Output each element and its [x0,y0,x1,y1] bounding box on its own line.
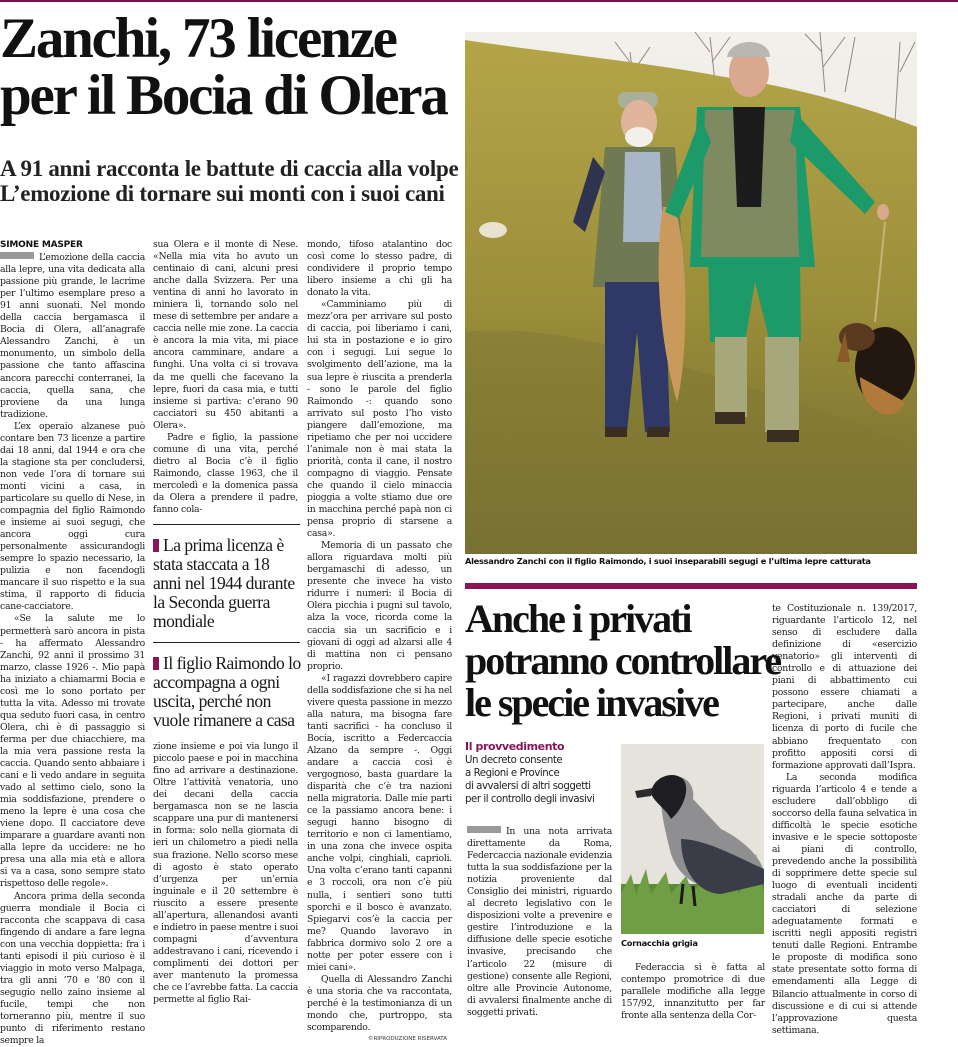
pull-quote-text: La prima licenza è stata staccata a 18 anni nel 1944 durante la Seconda guerra mondiale [153,535,295,632]
section-divider-bar [465,583,917,589]
top-border [0,0,958,2]
subhead-line: A 91 anni racconta le battute di caccia alla volpe [0,156,459,181]
paragraph: «Camminiamo più di mezz’ora per arrivare sul posto di caccia, poi liberiamo i cani, lui sta in postazione e io giro con i segugi. Lui segue lo svolgimento dell’azione, ma la sua lepre è riuscita a prenderla - sono le parole del figlio Raimondo -: quando sono arrivato sul posto l’ho visto piangere dall’emozione, ma ripetiamo che per noi uccidere l’animale non è mai stata la priorità, conta il cane, il nostro compagno di viaggio. Pensate che quando il cielo minaccia pioggia a volte stiamo due ore in macchina perché papà non ci pensa proprio di starsene a casa». [307,299,452,540]
headline-line: Zanchi, 73 licenze [0,7,396,70]
kicker-line: a Regioni e Province [465,768,560,779]
headline-line: Anche i privati [465,596,691,641]
pull-quote [153,654,301,730]
kicker-line: di avvalersi di altri soggetti [465,781,591,792]
article2-column-3 [772,603,917,1037]
headline-line: per il Bocia di Olera [0,64,447,127]
crow-photo [621,744,764,934]
article2-column-1 [467,826,612,1019]
paragraph: «I ragazzi dovrebbero capire della soddisfazione che si ha nel vivere questa passione in mezzo alla natura, ma bisogna fare tanti sacrifici - ha concluso il Bocia, iscritto a Federcaccia Alzano da sempre -. Oggi andare a caccia così è vergognoso, basta guardare la disparità che c’è tra nazioni nella migratoria. Dalle mie parti ce la passiamo ancora bene: i segugi hanno bisogno di territorio e non ci lamentiamo, in una zona che invece ospita anche volpi, cinghiali, caprioli. Una volta c’erano tanti capanni e 3 roccoli, ora non c’è più nulla, i sentieri sono tutti sporchi e il bosco è avanzato. Spiegarvi cos’è la caccia per me? Quando lavoravo in fabbrica dormivo solo 2 ore a notte per poter essere con i miei cani». [307,672,452,973]
subhead-line: L’emozione di tornare sui monti con i suoi cani [0,181,445,206]
paragraph: Padre e figlio, la passione comune di una vita, perché dietro al Bocia c’è il figlio Raimondo, classe 1963, che il mercoledì e la domenica passa da Olera a prendere il padre, fanno cola- [153,431,298,516]
paragraph: zione insieme e poi via lungo il piccolo paese e poi in macchina fino ad arrivare a destinazione. Oltre l’attività venatoria, uno dei decani della caccia bergamasca non se ne lascia scappare una pur di mantenersi in forma: solo nella giornata di ieri un chilometro a piedi nella sua frazione. Nello scorso mese di agosto è stato operato d’urgenza per un’ernia inguinale e il 20 settembre è riuscito a essere presente all’apertura, allenandosi avanti e indietro in paese mentre i suoi compagni d’avventura addestravano i cani, ricevendo i complimenti dei dottori per aver mantenuto la promessa che ce l’avrebbe fatta. La caccia permette al figlio Rai- [153,741,298,1006]
paragraph [0,252,145,421]
headline-line: potranno controllare [465,638,781,683]
photo-caption: Alessandro Zanchi con il figlio Raimondo, i suoi inseparabili segugi e l’ultima lepre catturata [465,556,871,566]
article-column-3 [307,239,452,1034]
kicker-line: Un decreto consente [465,755,563,766]
article-column-2 [153,239,298,516]
paragraph: sua Olera e il monte di Nese. «Nella mia vita ho avuto un centinaio di cani, alcuni presi anche dalla Svizzera. Per una ventina di anni ho lavorato in miniera lì, tornando solo nel mese di settembre per andare a caccia nelle mie zone. La caccia è ancora la mia vita, mi piace ancora camminare, andare a funghi. Una volta ci si trovava da me quelli che facevano la lepre, fuori da casa mia, e tutti insieme si partiva: c’erano 90 cacciatori su 450 abitanti a Olera». [153,239,298,431]
kicker-label: Il provvedimento [465,740,565,753]
crow-illustration [621,744,764,934]
kicker-box [465,740,615,806]
article-headline [0,7,462,127]
paragraph: te Costituzionale n. 139/2017, riguardante l’articolo 12, nel senso di escludere dalla definizione di «esercizio venatorio» gli interventi di controllo e di attuazione dei piani di abbattimento cui possono essere chiamati a partecipare, anche dalle Regioni, i privati muniti di licenza di porto di fucile che abbiano frequentato con profitto appositi corsi di formazione approvati dall’Ispra. [772,603,917,771]
article-column-2b [153,741,298,1006]
headline-line: le specie invasive [465,680,718,725]
article-column-3-stack [307,239,455,1043]
photo-illustration [465,32,917,554]
quote-marker [153,539,159,552]
copyright-notice: ©RIPRODUZIONE RISERVATA [367,1036,447,1043]
paragraph: Quella di Alessandro Zanchi è una storia che va raccontata, perché è la testimonianza di un mondo che, purtroppo, sta scomparendo. [307,973,452,1034]
paragraph: L’ex operaio alzanese può contare ben 73 licenze a partire dai 18 anni, dal 1944 e ora che la stagione sta per concludersi, non vede l’ora di tornare sui monti vicini a casa, in particolare su quello di Nese, in compagnia del figlio Raimondo e insieme ai suoi segugi, che ancora oggi cura personalmente assicurandogli sempre lo spazio necessario, la pulizia e non facendogli mancare il suo rispetto e la sua stima, il rapporto di fiducia cane-cacciatore. [0,420,145,613]
byline: SIMONE MASPER [0,240,83,250]
article-subheadline [0,156,462,206]
paragraph [467,826,612,1019]
lead-bar [0,252,34,259]
hunters-photo [465,32,917,554]
paragraph-text: L’emozione della caccia alla lepre, una vita dedicata alla passione più grande, le lacrime per l’ultimo esemplare preso a 91 anni suonati. Nel mondo della caccia bergamasca il Bocia di Olera, all’anagrafe Alessandro Zanchi, è un monumento, un simbolo della passione che tanto affascina ancora parecchi conterranei, la caccia, quella sana, che proviene da una lunga tradizione. [0,252,145,420]
quote-marker [153,657,159,670]
paragraph-text: In una nota arrivata direttamente da Roma, Federcaccia nazionale evidenzia tutta la sua soddisfazione per la notizia proveniente dal Consiglio dei ministri, riguardo al decreto legislativo con le disposizioni volte a prevenire e gestire l’introduzione e la diffusione delle specie esotiche invasive, precisando che l’articolo 22 (misure di gestione) consente alle Regioni, oltre alle Provincie Autonome, di avvalersi finalmente anche di soggetti privati. [467,826,612,1018]
article2-headline [465,596,781,725]
paragraph: mondo, tifoso atalantino doc così come lo stesso padre, di condividere il proprio tempo libero insieme a chi gli ha donato la vita. [307,239,452,299]
article-column-2-stack [153,239,301,1029]
pull-quote-text: Il figlio Raimondo lo accompagna a ogni uscita, perché non vuole rimanere a casa [153,653,301,731]
article-column-1 [0,239,145,1047]
kicker-line: per il controllo degli invasivi [465,794,595,805]
lead-bar [467,826,501,833]
crow-caption: Cornacchia grigia [621,938,698,948]
article2-column-2 [621,962,765,1022]
paragraph: Ancora prima della seconda guerra mondiale il Bocia ci racconta che scappava di casa fingendo di andare a fare legna con una vecchia doppietta: fra i tanti episodi il più curioso è il viaggio in moto verso Malpaga, tra gli anni ’70 e ’80 con il segugio nello zaino insieme al fucile, tempi che non torneranno più, mentre il suo punto di riferimento restano sempre la [0,890,145,1047]
paragraph: Memoria di un passato che allora riguardava molti più bergamaschi di adesso, un presente che invece ha visto ridurre i numeri: il Bocia di Olera picchia i pugni sul tavolo, alza la voce, ricorda come la caccia sia un sacrificio e i giovani di oggi ad alzarsi alle 4 di mattina non ci pensano proprio. [307,540,452,672]
pull-quote [153,536,301,631]
paragraph: Federaccia si è fatta al contempo promotrice di due parallele modifiche alla legge 157/92, innanzitutto per far fronte alla sentenza della Cor- [621,962,765,1022]
paragraph: «Se la salute me lo permetterà sarò ancora in pista - ha affermato Alessandro Zanchi, 92 anni il prossimo 31 marzo, classe 1926 -. Mio papà ha iniziato a chiamarmi Bocia e così me lo sono portato per tutta la vita. Adesso mi trovate qua seduto fuori casa, in centro Olera, chi è di passaggio si ferma per due chiacchiere, ma la mia vera passione resta la caccia. Quando sento abbaiare i cani e li vedo andare in seguita vado al settimo cielo, sono la mia soddisfazione, prendere o meno la lepre è una cosa che viene dopo. Il cacciatore deve imparare a guardare avanti non alla lepre da uccidere: ne ho presa una alla mia età e allora si va a casa, sono sempre stato rispettoso delle regole». [0,613,145,890]
paragraph: La seconda modifica riguarda l’articolo 4 e tende a escludere dall’obbligo di soccorso della fauna selvatica in difficoltà le specie esotiche invasive e le specie sottoposte ai piani di controllo, prevedendo anche la possibilità di sopprimere dette specie sul luogo di eventuali incidenti stradali anche da parte di cacciatori di selezione adeguatamente formati e iscritti negli appositi registri tenuti dalle Regioni. Entrambe le proposte di modifica sono state presentate sotto forma di emendamenti alla Legge di Bilancio attualmente in corso di discussione e di cui si attende l’approvazione questa settimana. [772,771,917,1036]
